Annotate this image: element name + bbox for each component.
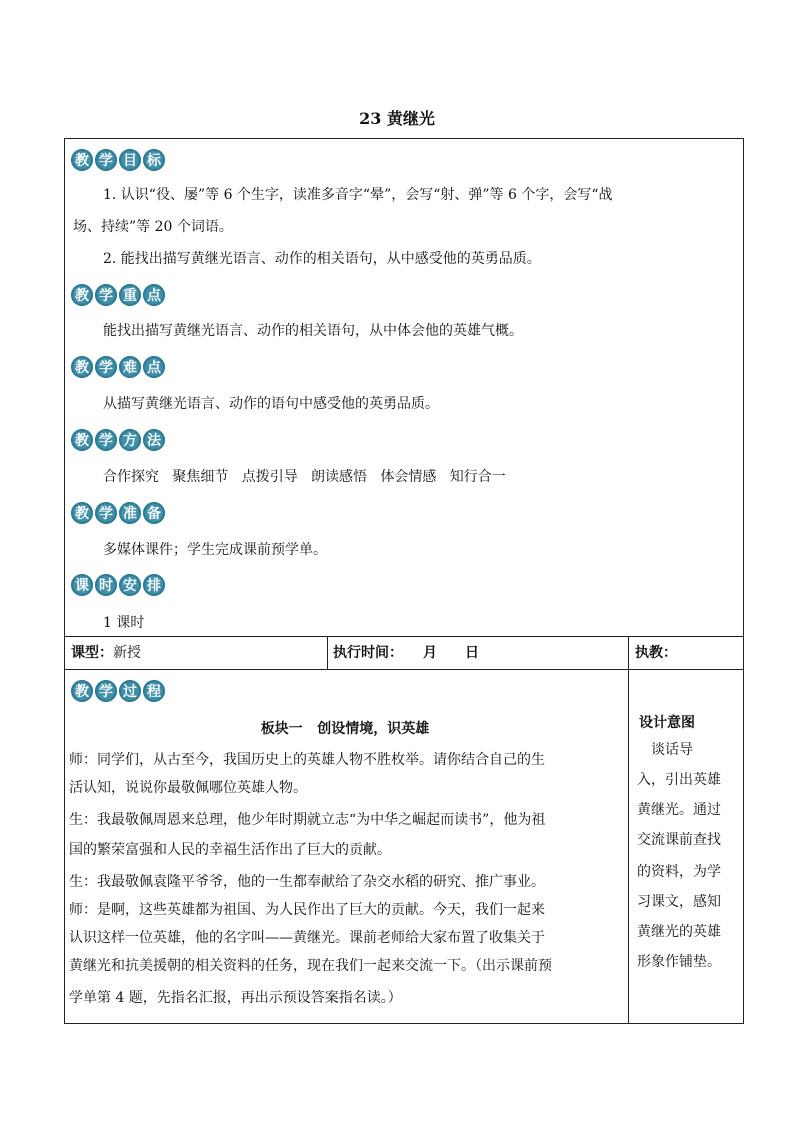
badge-char: 排 (143, 574, 165, 596)
execution-time-cell: 执行时间： 月 日 (333, 645, 479, 661)
badge-char: 时 (95, 574, 117, 596)
badge-goals (71, 149, 165, 171)
goals-line: 2. 能找出描写黄继光语言、动作的相关语句，从中感受他的英勇品质。 (103, 251, 541, 267)
badge-schedule (71, 574, 165, 596)
process-line: 学单第 4 题，先指名汇报，再出示预设答案指名读。） (69, 990, 402, 1006)
teaching-process-row (64, 669, 744, 1024)
badge-method (71, 429, 165, 451)
design-intent-line: 入，引出英雄 (637, 772, 721, 788)
badge-char: 过 (119, 680, 141, 702)
badge-char: 目 (119, 149, 141, 171)
design-intent-line: 形象作铺垫。 (637, 954, 721, 970)
badge-char: 学 (95, 356, 117, 378)
badge-char: 备 (143, 502, 165, 524)
badge-char: 学 (95, 680, 117, 702)
process-line: 生：我最敬佩周恩来总理，他少年时期就立志“为中华之崛起而读书”，他为祖 (69, 812, 546, 828)
badge-char: 教 (71, 356, 93, 378)
badge-char: 教 (71, 284, 93, 306)
badge-char: 学 (95, 429, 117, 451)
process-line: 国的繁荣富强和人民的幸福生活作出了巨大的贡献。 (69, 842, 391, 858)
goals-line: 场、持续”等 20 个词语。 (73, 219, 233, 235)
design-intent-line: 交流课前查找 (637, 832, 721, 848)
design-intent-title: 设计意图 (639, 715, 695, 731)
badge-char: 难 (119, 356, 141, 378)
badge-char: 学 (95, 149, 117, 171)
design-intent-line: 黄继光的英雄 (637, 924, 721, 940)
badge-char: 程 (143, 680, 165, 702)
badge-char: 教 (71, 680, 93, 702)
lesson-header-row (64, 636, 744, 670)
lesson-type-cell: 课型：新授 (71, 645, 141, 661)
badge-char: 方 (119, 429, 141, 451)
design-intent-line: 的资料，为学 (637, 864, 721, 880)
teacher-cell: 执教： (635, 645, 677, 661)
design-intent-line: 习课文，感知 (637, 894, 721, 910)
process-line: 生：我最敬佩袁隆平爷爷，他的一生都奉献给了杂交水稻的研究、推广事业。 (69, 874, 545, 890)
lesson-info-box (64, 138, 744, 637)
badge-char: 法 (143, 429, 165, 451)
badge-char: 课 (71, 574, 93, 596)
design-intent-line: 黄继光。通过 (637, 802, 721, 818)
process-line: 黄继光和抗美援朝的相关资料的任务，现在我们一起来交流一下。（出示课前预 (69, 958, 552, 974)
process-line: 师：是啊，这些英雄都为祖国、为人民作出了巨大的贡献。今天，我们一起来 (69, 902, 545, 918)
method-line: 合作探究 聚焦细节 点拨引导 朗读感悟 体会情感 知行合一 (103, 469, 506, 485)
badge-char: 点 (143, 284, 165, 306)
badge-char: 准 (119, 502, 141, 524)
goals-line: 1. 认识“役、屡”等 6 个生字，读准多音字“晕”，会写“射、弹”等 6 个字，会写“战 (103, 187, 613, 203)
badge-process (71, 680, 165, 702)
key-points-line: 能找出描写黄继光语言、动作的相关语句，从中体会他的英雄气概。 (103, 323, 523, 339)
badge-char: 点 (143, 356, 165, 378)
preparation-line: 多媒体课件；学生完成课前预学单。 (103, 542, 327, 558)
schedule-line: 1 课时 (103, 615, 145, 631)
badge-key-points (71, 284, 165, 306)
badge-char: 学 (95, 502, 117, 524)
process-line: 师：同学们，从古至今，我国历史上的英雄人物不胜枚举。请你结合自己的生 (69, 752, 545, 768)
badge-preparation (71, 502, 165, 524)
process-line: 活认知，说说你最敬佩哪位英雄人物。 (69, 780, 307, 796)
badge-char: 标 (143, 149, 165, 171)
page-title: 23 黄继光 (359, 109, 435, 128)
difficult-points-line: 从描写黄继光语言、动作的语句中感受他的英勇品质。 (103, 396, 439, 412)
badge-char: 教 (71, 502, 93, 524)
badge-char: 学 (95, 284, 117, 306)
badge-char: 重 (119, 284, 141, 306)
design-intent-line: 谈话导 (637, 742, 693, 758)
block-title: 板块一 创设情境，识英雄 (260, 721, 430, 737)
badge-char: 安 (119, 574, 141, 596)
process-line: 认识这样一位英雄，他的名字叫——黄继光。课前老师给大家布置了收集关于 (69, 930, 545, 946)
badge-char: 教 (71, 429, 93, 451)
badge-difficult-points (71, 356, 165, 378)
badge-char: 教 (71, 149, 93, 171)
